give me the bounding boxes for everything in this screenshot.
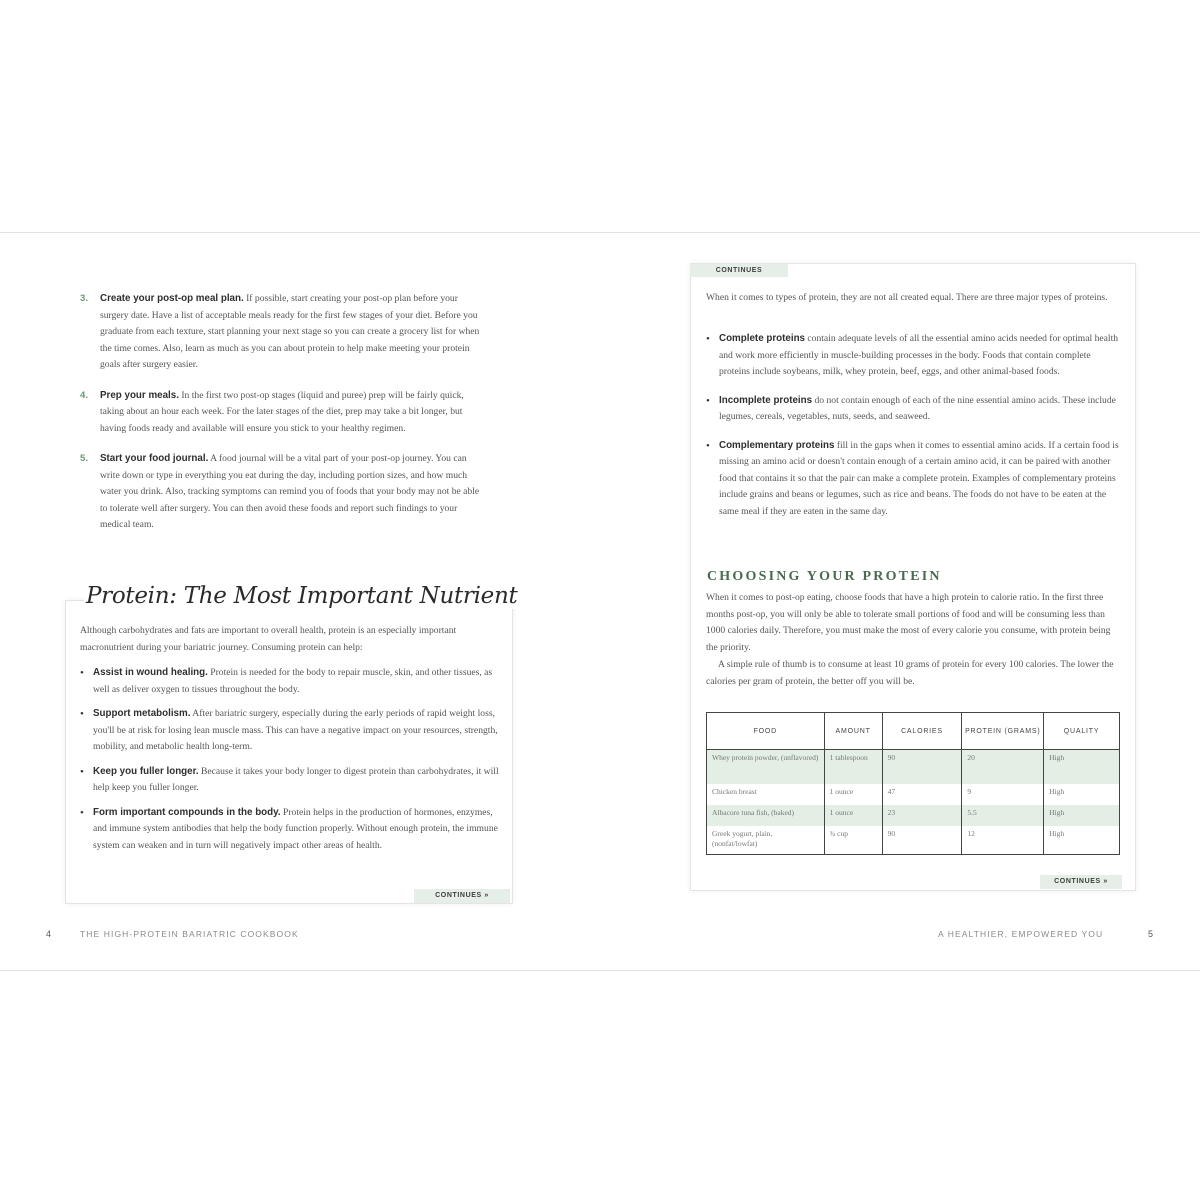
section-paragraph-1: When it comes to post-op eating, choose foods that have a high protein to calorie ratio. In the first three months post-op, you will only be able to tolerate small portions of food and will be consuming less than 1000 calories daily. Therefore, you must make the most of every calorie you consume, with protein being the priority. (706, 592, 1111, 653)
bullet-text: do not contain enough of each of the nine essential amino acids. These include legumes, cereals, vegetables, nuts, seeds, and seaweed. (719, 394, 1116, 422)
list-item (80, 291, 484, 374)
list-item (706, 438, 1122, 521)
page-number-right: 5 (1148, 929, 1154, 939)
step-number: 4. (80, 389, 89, 401)
continues-top-label: CONTINUES (690, 264, 788, 277)
step-number: 3. (80, 293, 89, 304)
running-footer-right: A HEALTHIER, EMPOWERED YOU (938, 929, 1104, 939)
numbered-steps-list (80, 291, 484, 548)
list-item (80, 388, 484, 438)
table-cell: 90 (882, 750, 962, 785)
continues-label: CONTINUES » (414, 889, 510, 903)
protein-intro: Although carbohydrates and fats are important to overall health, protein is an especially important macronutrient during your bariatric journey. Consuming protein can help: (80, 625, 457, 653)
bullet-text: Because it takes your body longer to digest protein than carbohydrates, it will help keep you fuller longer. (93, 765, 499, 793)
bullet-lead: Keep you fuller longer. (93, 765, 199, 777)
list-item (80, 764, 508, 797)
table-cell: Chicken breast (707, 784, 825, 805)
section-heading: CHOOSING YOUR PROTEIN (707, 569, 942, 584)
bullet-icon: • (80, 806, 84, 819)
page-number-left: 4 (46, 929, 52, 939)
bullet-text: fill in the gaps when it comes to essential amino acids. If a certain food is missing an amino acid or doesn't contain enough of a certain amino acid, it can be paired with another food that contains it so that the pair can make a complete protein. Examples of complementary proteins include grains and beans or legumes, such as rice and beans. The foods do not have to be eaten at the same meal if they are eaten in the same day. (719, 439, 1119, 517)
list-item (80, 665, 508, 698)
column-header: FOOD (707, 713, 825, 750)
table-row (707, 750, 1120, 785)
bullet-lead: Incomplete proteins (719, 394, 813, 406)
step-lead: Start your food journal. (100, 453, 209, 464)
step-text: A food journal will be a vital part of your post-op journey. You can write down or type in everything you eat during the day, including portion sizes, and how much water you drink. Also, tracking symptoms can remind you of foods that your body may not be able to tolerate well after surgery. You can then avoid these foods and report such findings to your medical team. (100, 453, 480, 530)
bullet-text: Protein helps in the production of hormones, enzymes, and immune system antibodies that help the body function properly. Without enough protein, the immune system can weaken and in turn will negatively impact other areas of health. (93, 806, 498, 851)
bullet-icon: • (80, 708, 84, 720)
protein-box-title: Protein: The Most Important Nutrient (84, 583, 523, 609)
step-lead: Create your post-op meal plan. (100, 293, 244, 304)
table-cell: High (1044, 805, 1120, 826)
table-cell: Whey protein powder, (unflavored) (707, 750, 825, 785)
protein-types-intro: When it comes to types of protein, they are not all created equal. There are three major types of proteins. (706, 292, 1108, 303)
table-row (707, 784, 1120, 805)
table-cell: 47 (882, 784, 962, 805)
table-cell: 1 ounce (824, 805, 882, 826)
bullet-icon: • (706, 333, 710, 345)
bullet-text: After bariatric surgery, especially during the early periods of rapid weight loss, you'll be at risk for losing lean muscle mass. This can have a negative impact on your resources, strength, mobility, and metabolic health long-term. (93, 708, 498, 752)
bullet-lead: Complete proteins (719, 333, 806, 344)
list-item (706, 331, 1122, 381)
table-cell: Albacore tuna fish, (baked) (707, 805, 825, 826)
bullet-icon: • (80, 765, 84, 778)
bullet-text: contain adequate levels of all the essential amino acids needed for optimal health and work more efficiently in muscle-building processes in the body. Foods that contain complete proteins include soybeans, milk, whey protein, beef, eggs, and other animal-based foods. (719, 333, 1119, 377)
column-header: PROTEIN (GRAMS) (962, 713, 1044, 750)
column-header: QUALITY (1044, 713, 1120, 750)
step-lead: Prep your meals. (100, 389, 179, 401)
column-header: AMOUNT (824, 713, 882, 750)
step-text: If possible, start creating your post-op plan before your surgery date. Have a list of acceptable meals ready for the first few stages of your diet. Before you graduate from each texture, start planning your next stage so you can create a grocery list for when the time comes. Also, learn as much as you can about protein to help make meeting your protein goals after surgery easier. (100, 293, 480, 370)
table-cell: 1 tablespoon (824, 750, 882, 785)
running-footer-left: THE HIGH-PROTEIN BARIATRIC COOKBOOK (80, 929, 299, 939)
table-cell: High (1044, 826, 1120, 855)
list-item (80, 805, 508, 855)
bullet-lead: Complementary proteins (719, 439, 835, 451)
bullet-text: Protein is needed for the body to repair muscle, skin, and other tissues, as well as deliver oxygen to tissues throughout the body. (93, 667, 493, 695)
table-cell: ¾ cup (824, 826, 882, 855)
list-item (80, 451, 484, 534)
table-cell: 5.5 (962, 805, 1044, 826)
list-item (80, 706, 508, 756)
protein-table (706, 712, 1120, 855)
bullet-icon: • (80, 667, 84, 679)
table-cell: 23 (882, 805, 962, 826)
table-cell: High (1044, 750, 1120, 785)
book-spread (0, 232, 1200, 971)
protein-benefits-list (80, 665, 508, 862)
table-cell: 1 ounce (824, 784, 882, 805)
table-cell: 12 (962, 826, 1044, 855)
bullet-icon: • (706, 439, 710, 452)
column-header: CALORIES (882, 713, 962, 750)
bullet-lead: Assist in wound healing. (93, 667, 208, 678)
bullet-lead: Form important compounds in the body. (93, 806, 281, 818)
table-row (707, 826, 1120, 855)
bullet-icon: • (706, 394, 710, 407)
list-item (706, 393, 1122, 426)
step-number: 5. (80, 453, 89, 464)
table-row (707, 805, 1120, 826)
table-header-row (707, 713, 1120, 750)
table-cell: 9 (962, 784, 1044, 805)
continues-label: CONTINUES » (1040, 875, 1122, 889)
step-text: In the first two post-op stages (liquid and puree) prep will be fairly quick, taking about an hour each week. For the later stages of the diet, prep may take a bit longer, but having foods ready and available will ensure you stick to your healthy regimen. (100, 389, 464, 434)
section-paragraph-2: A simple rule of thumb is to consume at least 10 grams of protein for every 100 calories. The lower the calories per gram of protein, the better off you will be. (706, 659, 1114, 687)
protein-types-list (706, 331, 1122, 532)
table-cell: 90 (882, 826, 962, 855)
table-cell: Greek yogurt, plain, (nonfat/lowfat) (707, 826, 825, 855)
table-cell: High (1044, 784, 1120, 805)
bullet-lead: Support metabolism. (93, 708, 191, 719)
table-cell: 20 (962, 750, 1044, 785)
